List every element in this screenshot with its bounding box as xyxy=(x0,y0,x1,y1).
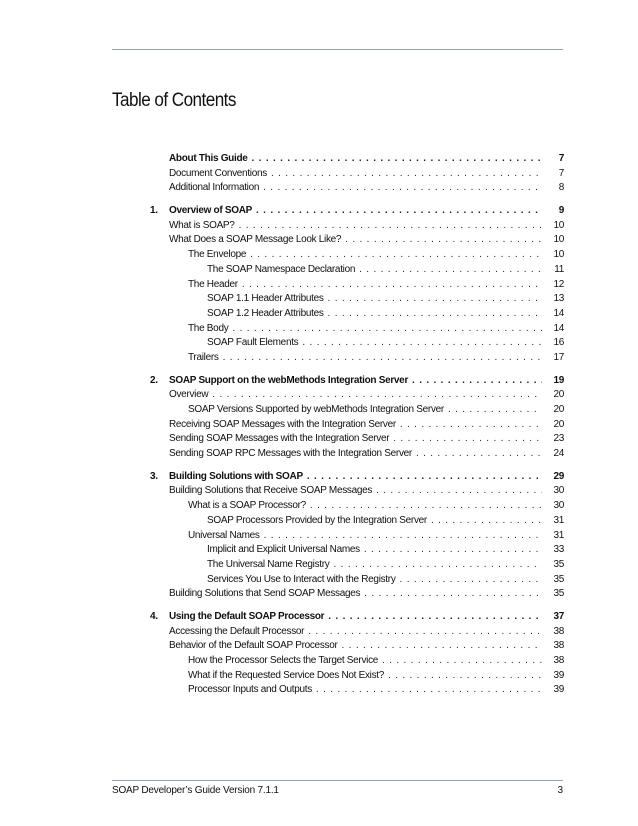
toc-entry-label: Receiving SOAP Messages with the Integration Server xyxy=(169,418,396,430)
toc-entry-label: The SOAP Namespace Declaration xyxy=(207,263,356,275)
toc-dot-leader xyxy=(416,448,542,459)
toc-entry-label: SOAP Versions Supported by webMethods Integration Server xyxy=(188,404,444,415)
toc-dot-leader xyxy=(328,293,542,304)
toc-page-number: 14 xyxy=(553,322,564,334)
toc-page-number: 31 xyxy=(553,514,564,526)
toc-dot-leader xyxy=(448,404,542,415)
toc-chapter-number: 2. xyxy=(150,374,158,386)
toc-page-number: 16 xyxy=(553,337,564,349)
toc-page-number: 10 xyxy=(553,234,564,246)
toc-entry[interactable] xyxy=(150,640,564,655)
toc-entry[interactable] xyxy=(150,308,564,323)
toc-dot-leader xyxy=(345,234,542,245)
toc-dot-leader xyxy=(307,471,542,482)
toc-entry[interactable] xyxy=(150,168,564,183)
toc-chapter-number: 3. xyxy=(150,470,158,482)
toc-dot-leader xyxy=(264,530,542,541)
toc-entry-label: Behavior of the Default SOAP Processor xyxy=(169,640,338,652)
toc-chapter-entry[interactable] xyxy=(150,611,564,626)
toc-chapter-number: 4. xyxy=(150,610,158,622)
toc-entry-label: The Envelope xyxy=(188,249,247,261)
toc-page-number: 35 xyxy=(553,573,564,585)
toc-entry-label: About This Guide xyxy=(169,153,248,164)
toc-entry[interactable] xyxy=(150,249,564,264)
toc-page-number: 38 xyxy=(553,625,564,637)
section-gap xyxy=(150,367,564,375)
toc-entry[interactable] xyxy=(150,559,564,574)
toc-page-number: 35 xyxy=(553,558,564,570)
toc-dot-leader xyxy=(364,544,542,555)
toc-entry-label: SOAP Fault Elements xyxy=(207,337,299,349)
toc-page-number: 10 xyxy=(553,249,564,261)
toc-entry[interactable] xyxy=(150,279,564,294)
toc-dot-leader xyxy=(250,249,542,260)
toc-dot-leader xyxy=(328,611,542,622)
toc-entry[interactable] xyxy=(150,574,564,589)
page-title: Table of Contents xyxy=(112,90,236,111)
toc-entry-label: Overview of SOAP xyxy=(169,205,253,217)
toc-dot-leader xyxy=(271,168,542,179)
toc-page-number: 30 xyxy=(553,485,564,497)
toc-page-number: 38 xyxy=(553,640,564,652)
toc-entry-label: Universal Names xyxy=(188,529,260,541)
toc-entry-label: Overview xyxy=(169,389,209,401)
toc-entry[interactable] xyxy=(150,485,564,500)
toc-page-number: 19 xyxy=(553,374,564,386)
toc-entry[interactable] xyxy=(150,544,564,559)
toc-entry-label: Document Conventions xyxy=(169,167,267,179)
toc-entry[interactable] xyxy=(150,182,564,197)
toc-dot-leader xyxy=(212,389,542,400)
toc-entry[interactable] xyxy=(150,500,564,515)
toc-dot-leader xyxy=(223,352,542,363)
toc-entry[interactable] xyxy=(150,655,564,670)
toc-page-number: 17 xyxy=(553,351,564,363)
toc-chapter-entry[interactable] xyxy=(150,375,564,390)
toc-entry-label: Services You Use to Interact with the Registry xyxy=(207,573,396,585)
toc-entry-label: What is a SOAP Processor? xyxy=(188,500,306,512)
toc-entry[interactable] xyxy=(150,234,564,249)
toc-page-number: 7 xyxy=(558,153,564,164)
toc-dot-leader xyxy=(388,670,542,681)
toc-entry[interactable] xyxy=(150,419,564,434)
toc-entry-label: Implicit and Explicit Universal Names xyxy=(207,544,360,556)
toc-entry[interactable] xyxy=(150,264,564,279)
toc-entry[interactable] xyxy=(150,220,564,235)
toc-dot-leader xyxy=(376,485,542,496)
toc-entry-label: SOAP Support on the webMethods Integration Server xyxy=(169,374,409,386)
toc-page-number: 13 xyxy=(553,293,564,305)
toc-entry-label: What Does a SOAP Message Look Like? xyxy=(169,234,342,246)
toc-page-number: 39 xyxy=(553,669,564,681)
toc-entry[interactable] xyxy=(150,670,564,685)
toc-entry[interactable] xyxy=(150,433,564,448)
toc-page-number: 20 xyxy=(553,418,564,430)
toc-page-number: 33 xyxy=(553,544,564,556)
toc-entry-label: Building Solutions with SOAP xyxy=(169,470,303,482)
toc-dot-leader xyxy=(342,640,542,651)
toc-page-number: 35 xyxy=(553,588,564,600)
toc-dot-leader xyxy=(382,655,542,666)
toc-dot-leader xyxy=(310,500,542,511)
toc-entry[interactable] xyxy=(150,337,564,352)
toc-dot-leader xyxy=(400,419,542,430)
toc-entry-label: Sending SOAP Messages with the Integration Server xyxy=(169,433,390,445)
section-gap xyxy=(150,603,564,611)
toc-chapter-entry[interactable] xyxy=(150,205,564,220)
toc-page-number: 20 xyxy=(553,389,564,401)
toc-dot-leader xyxy=(316,684,542,695)
toc-page-number: 7 xyxy=(558,167,564,179)
toc-entry-label: How the Processor Selects the Target Service xyxy=(188,655,379,666)
toc-entry[interactable] xyxy=(150,448,564,463)
toc-entry-label: Building Solutions that Send SOAP Messages xyxy=(169,588,361,600)
toc-page-number: 20 xyxy=(553,404,564,415)
toc-page-number: 24 xyxy=(553,448,564,460)
toc-chapter-entry[interactable] xyxy=(150,153,564,168)
header-rule xyxy=(112,49,563,50)
toc-entry-label: Building Solutions that Receive SOAP Messages xyxy=(169,485,373,497)
toc-entry[interactable] xyxy=(150,515,564,530)
toc-page-number: 14 xyxy=(553,307,564,319)
toc-dot-leader xyxy=(302,337,542,348)
section-gap xyxy=(150,463,564,471)
toc-entry-label: The Body xyxy=(188,322,229,334)
toc-dot-leader xyxy=(239,220,542,231)
toc-entry[interactable] xyxy=(150,293,564,308)
toc-entry[interactable] xyxy=(150,588,564,603)
toc-page-number: 9 xyxy=(558,205,564,217)
table-of-contents xyxy=(150,153,564,699)
toc-page-number: 8 xyxy=(558,182,564,194)
toc-dot-leader xyxy=(256,205,542,216)
toc-entry[interactable] xyxy=(150,684,564,699)
toc-entry-label: What is SOAP? xyxy=(169,219,235,231)
toc-dot-leader xyxy=(252,153,542,164)
toc-dot-leader xyxy=(334,559,543,570)
toc-page-number: 38 xyxy=(553,655,564,666)
toc-entry[interactable] xyxy=(150,626,564,641)
toc-chapter-entry[interactable] xyxy=(150,471,564,486)
footer-page-number: 3 xyxy=(557,785,563,796)
toc-page-number: 37 xyxy=(553,610,564,622)
toc-entry[interactable] xyxy=(150,389,564,404)
toc-dot-leader xyxy=(364,588,542,599)
toc-entry-label: The Universal Name Registry xyxy=(207,558,330,570)
toc-entry-label: What if the Requested Service Does Not Exist? xyxy=(188,669,385,681)
toc-page-number: 11 xyxy=(554,263,564,275)
toc-page-number: 23 xyxy=(553,433,564,445)
footer-document-title: SOAP Developer’s Guide Version 7.1.1 xyxy=(112,785,279,796)
toc-page-number: 12 xyxy=(553,278,564,290)
toc-page-number: 39 xyxy=(553,684,564,696)
toc-entry[interactable] xyxy=(150,404,564,419)
toc-dot-leader xyxy=(328,308,542,319)
toc-entry-label: Additional Information xyxy=(169,182,260,194)
toc-dot-leader xyxy=(263,182,542,193)
toc-page-number: 10 xyxy=(553,219,564,231)
toc-dot-leader xyxy=(400,574,542,585)
toc-page-number: 31 xyxy=(553,529,564,541)
toc-dot-leader xyxy=(308,626,542,637)
footer-rule xyxy=(112,780,563,781)
toc-entry-label: SOAP 1.1 Header Attributes xyxy=(207,293,324,305)
toc-entry-label: The Header xyxy=(188,278,238,290)
toc-entry-label: Processor Inputs and Outputs xyxy=(188,684,312,696)
toc-page-number: 30 xyxy=(553,500,564,512)
toc-entry-label: Trailers xyxy=(188,351,219,363)
toc-dot-leader xyxy=(412,375,542,386)
toc-page-number: 29 xyxy=(553,470,564,482)
toc-entry[interactable] xyxy=(150,352,564,367)
toc-dot-leader xyxy=(232,323,542,334)
toc-entry[interactable] xyxy=(150,530,564,545)
toc-dot-leader xyxy=(393,433,542,444)
toc-entry-label: SOAP Processors Provided by the Integration Server xyxy=(207,514,427,526)
toc-entry-label: Sending SOAP RPC Messages with the Integration Server xyxy=(169,448,412,460)
toc-entry-label: Using the Default SOAP Processor xyxy=(169,610,325,622)
toc-dot-leader xyxy=(242,279,542,290)
toc-dot-leader xyxy=(359,264,542,275)
toc-entry[interactable] xyxy=(150,323,564,338)
section-gap xyxy=(150,197,564,205)
toc-entry-label: Accessing the Default Processor xyxy=(169,625,305,637)
toc-dot-leader xyxy=(431,515,542,526)
toc-entry-label: SOAP 1.2 Header Attributes xyxy=(207,307,324,319)
toc-chapter-number: 1. xyxy=(150,205,158,217)
